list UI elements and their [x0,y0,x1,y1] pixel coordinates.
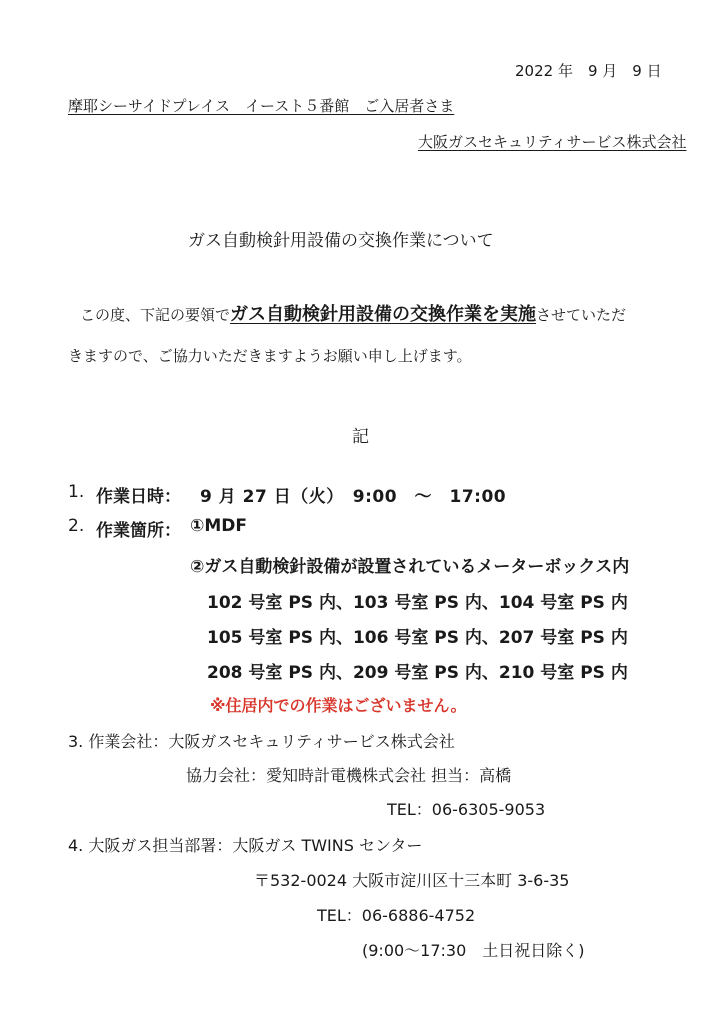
item-4-address: 〒532-0024 大阪市淀川区十三本町 3-6-35 [254,871,570,890]
item-1-value: 9 月 27 日（火） 9:00 ～ 17:00 [200,487,507,507]
intro-text-end: させていただ [536,306,627,324]
sender-line: 大阪ガスセキュリティサービス株式会社 [418,133,687,151]
item-3-label: 3. 作業会社：大阪ガスセキュリティサービス株式会社 [68,732,455,751]
item-2-number: 2. [68,516,85,536]
recipient-line: 摩耶シーサイドプレイス イースト５番館 ご入居者さま [68,97,455,115]
document-date: 2022 年 9 月 9 日 [515,62,662,80]
intro-line-1 [80,300,626,326]
item-2-place-2: ②ガス自動検針設備が設置されているメーターボックス内 [190,557,630,577]
item-2-label: 作業箇所： [96,521,181,541]
item-3-tel: TEL：06-6305-9053 [387,800,546,819]
item-2-rooms-line-1: 102 号室 PS 内、103 号室 PS 内、104 号室 PS 内 [207,593,628,613]
intro-emphasis: ガス自動検針用設備の交換作業を実施 [230,304,537,325]
intro-line-2: きますので、ご協力いただきますようお願い申し上げます。 [68,347,472,365]
item-4-label: 4. 大阪ガス担当部署：大阪ガス TWINS センター [68,836,423,855]
item-2-note: ※住居内での作業はございません。 [210,696,467,715]
intro-text-start: この度、下記の要領で [80,306,231,324]
item-4-hours: (9:00～17:30 土日祝日除く) [362,941,585,960]
item-2-place-1: ①MDF [190,516,248,536]
document-title: ガス自動検針用設備の交換作業について [188,231,494,251]
item-4-tel: TEL：06-6886-4752 [317,906,476,925]
item-3-coop: 協力会社：愛知時計電機株式会社 担当：高橋 [186,766,512,785]
item-2-rooms-line-2: 105 号室 PS 内、106 号室 PS 内、207 号室 PS 内 [207,628,628,648]
item-2-rooms-line-3: 208 号室 PS 内、209 号室 PS 内、210 号室 PS 内 [207,663,628,683]
item-1-label: 作業日時： [96,487,181,507]
ki-heading: 記 [352,427,369,447]
item-1-number: 1. [68,482,85,502]
